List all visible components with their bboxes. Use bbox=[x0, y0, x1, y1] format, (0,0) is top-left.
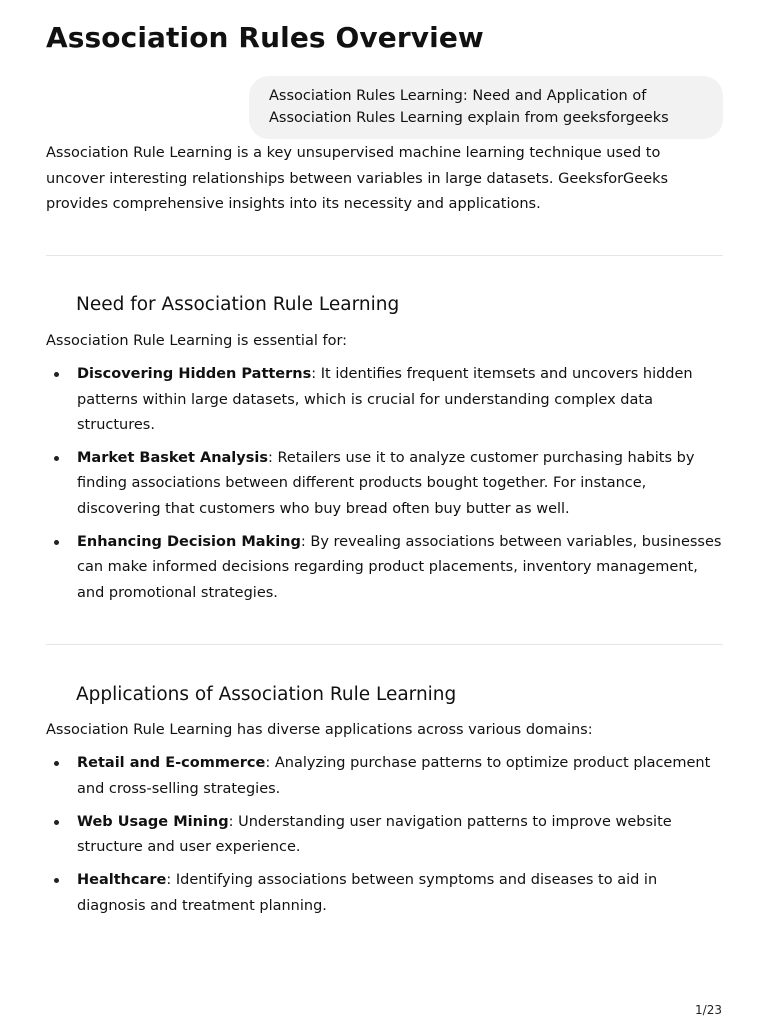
bullet-term: Market Basket Analysis bbox=[77, 449, 268, 466]
bullet-text: : It identifies frequent itemsets and uncovers hidden patterns within large datasets, which is crucial for understanding complex data structures. bbox=[77, 366, 693, 434]
bullet-icon bbox=[54, 761, 59, 766]
bullet-text: : Retailers use it to analyze customer purchasing habits by finding associations between different products bought together. For instance, discovering that customers who buy bread often buy butter as well. bbox=[77, 449, 695, 517]
section-heading-applications: Applications of Association Rule Learning bbox=[76, 684, 457, 705]
bullet-icon bbox=[54, 878, 59, 883]
list-item bbox=[46, 810, 723, 861]
list-item bbox=[46, 751, 723, 802]
page-title: Association Rules Overview bbox=[46, 21, 484, 54]
list-item bbox=[46, 362, 723, 439]
bullet-term: Discovering Hidden Patterns bbox=[77, 366, 312, 382]
bullet-term: Retail and E-commerce bbox=[77, 755, 266, 771]
intro-paragraph: Association Rule Learning is a key unsupervised machine learning technique used to uncover interesting relationships between variables in large datasets. GeeksforGeeks provides comprehensive insights into its necessity and applications. bbox=[46, 145, 669, 213]
list-item bbox=[46, 868, 723, 919]
bullet-icon bbox=[54, 820, 59, 825]
applications-bullet-list bbox=[46, 751, 723, 927]
section-divider bbox=[46, 255, 723, 256]
page-number: 1/23 bbox=[695, 1003, 722, 1017]
section-lead-need: Association Rule Learning is essential for: bbox=[46, 333, 348, 349]
bullet-text: : By revealing associations between variables, businesses can make informed decisions regarding product placements, inventory management, and promotional strategies. bbox=[77, 533, 722, 601]
list-item bbox=[46, 530, 723, 607]
need-bullet-list bbox=[46, 362, 723, 613]
section-lead-applications: Association Rule Learning has diverse applications across various domains: bbox=[46, 722, 593, 738]
bullet-icon bbox=[54, 372, 59, 377]
bullet-term: Web Usage Mining bbox=[77, 813, 229, 830]
list-item bbox=[46, 446, 723, 523]
bullet-text: : Identifying associations between symptoms and diseases to aid in diagnosis and treatment planning. bbox=[77, 872, 658, 914]
bullet-text: : Understanding user navigation patterns to improve website structure and user experience. bbox=[77, 813, 672, 856]
section-divider bbox=[46, 644, 723, 645]
section-heading-need: Need for Association Rule Learning bbox=[76, 294, 400, 315]
user-message-bubble: Association Rules Learning: Need and Application of Association Rules Learning explain from geeksforgeeks bbox=[249, 76, 723, 139]
bullet-icon bbox=[54, 540, 59, 545]
bullet-term: Enhancing Decision Making bbox=[77, 533, 301, 550]
bullet-term: Healthcare bbox=[77, 872, 167, 889]
bullet-text: : Analyzing purchase patterns to optimize product placement and cross-selling strategies. bbox=[77, 755, 711, 797]
bullet-icon bbox=[54, 456, 59, 461]
